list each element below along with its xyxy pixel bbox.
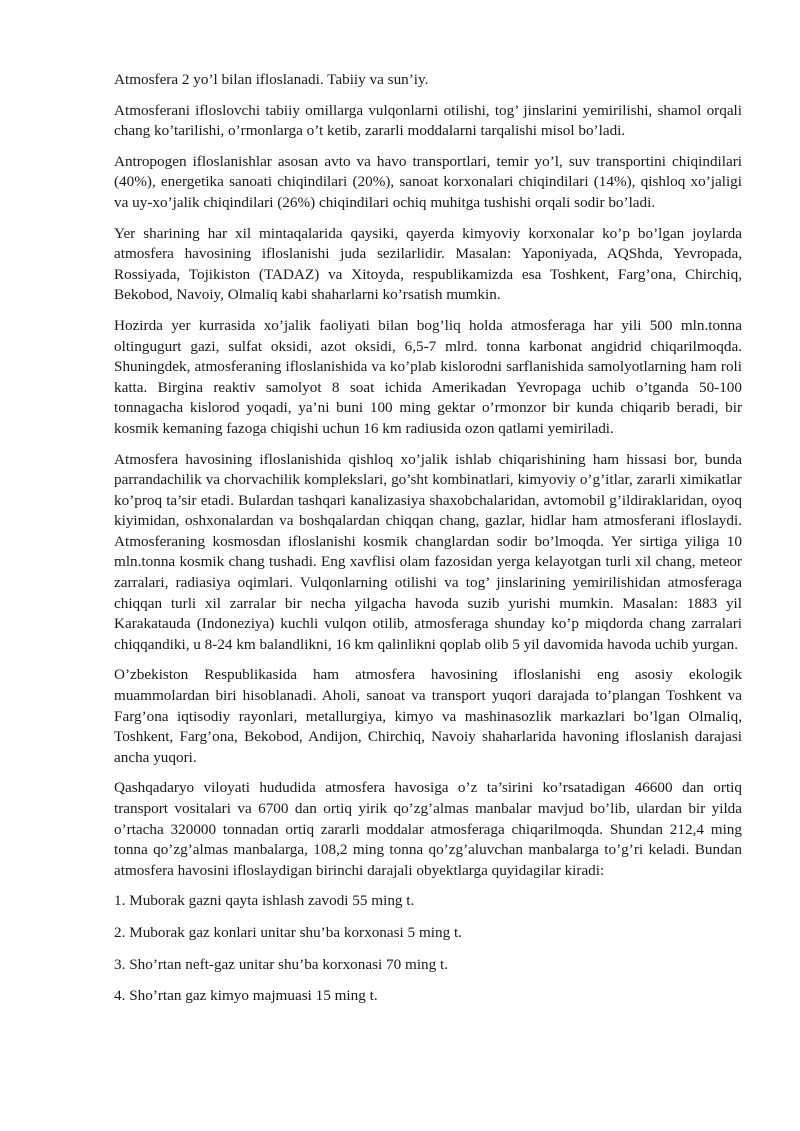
paragraph-qashqadaryo: Qashqadaryo viloyati hududida atmosfera havosiga o’z ta’sirini ko’rsatadigan 46600 dan ortiq transport vositalari va 6700 dan ortiq yirik qo’zg’almas manbalar mavjud bo’lib, ulardan bir yilda o’rtacha 320000 tonnadan ortiq zararli moddalar atmosferaga chiqarilmoqda. Shundan 212,4 ming tonna qo’zg’almas manbalarga, 108,2 ming tonna qo’zg’aluvchan manbalarga to’g’ri keladi. Bundan atmosfera havosini ifloslaydigan birinchi darajali obyektlarga quyidagilar kiradi: xyxy=(114,779,742,879)
list-item: 2. Muborak gaz konlari unitar shu’ba korxonasi 5 ming t. xyxy=(114,923,462,941)
paragraph-natural-sources: Atmosferani ifloslovchi tabiiy omillarga vulqonlarni otilishi, tog’ jinslarini yemirilishi, shamol orqali chang ko’tarilishi, o’rmonlarga o’t ketib, zararli moddalarni tarqalishi misol bo’ladi. xyxy=(114,101,742,140)
list-item: 4. Sho’rtan gaz kimyo majmuasi 15 ming t. xyxy=(114,987,378,1005)
paragraph-anthropogen: Antropogen ifloslanishlar asosan avto va havo transportlari, temir yo’l, suv transportini chiqindilari (40%), energetika sanoati chiqindilari (20%), sanoat korxonalari chiqindilari (14%), qishloq xo’jaligi va uy-xo’jalik chiqindilari (26%) chiqindilari ochiq muhitga tushishi orqali sodir bo’ladi. xyxy=(114,152,742,211)
paragraph-global-emissions: Hozirda yer kurrasida xo’jalik faoliyati bilan bog’liq holda atmosferaga har yili 500 mln.tonna oltingugurt gazi, sulfat oksidi, azot oksidi, 6,5-7 mlrd. tonna karbonat angidrid chiqarilmoqda. Shuningdek, atmosferaning ifloslanishida va ko’plab kislorodni sarflanishida samolyotlarning ham roli katta. Birgina reaktiv samolyot 8 soat ichida Amerikadan Yevropaga uchib o’tganda 50-100 tonnagacha kislorod yoqadi, ya’ni buni 100 ming gektar o’rmonzor bir kunda chiqarib beradi, bir kosmik kemaning fazoga chiqishi uchun 16 km radiusida ozon qatlami yemiriladi. xyxy=(114,316,742,437)
paragraph-regions: Yer sharining har xil mintaqalarida qaysiki, qayerda kimyoviy korxonalar ko’p bo’lgan joylarda atmosfera havosining ifloslanishi juda sezilarlidir. Masalan: Yaponiyada, AQShda, Yevropada, Rossiyada, Tojikiston (TADAZ) va Xitoyda, respublikamizda esa Toshkent, Farg’ona, Chirchiq, Bekobod, Navoiy, Olmaliq kabi shaharlarni ko’rsatish mumkin. xyxy=(114,224,742,304)
paragraph-agriculture: Atmosfera havosining ifloslanishida qishloq xo’jalik ishlab chiqarishining ham hissasi bor, bunda parrandachilik va chorvachilik komplekslari, go’sht kombinatlari, kimyoviy o’g’itlar, zararli ximikatlar ko’proq ta’sir etadi. Bulardan tashqari kanalizasiya shaxobchalaridan, avtomobil g’ildiraklaridan, oyoq kiyimidan, oshxonalardan va boshqalardan chiqqan chang, gazlar, hidlar ham atmosferani ifloslaydi. Atmosferaning kosmosdan ifloslanishi kosmik changlardan sodir bo’lmoqda. Yer sirtiga yiliga 10 mln.tonna kosmik chang tushadi. Eng xavflisi olam fazosidan yerga kelayotgan turli xil chang, meteor zarralari, radiasiya oqimlari. Vulqonlarning otilishi va tog’ jinslarining yemirilishidan atmosferaga chiqqan turli xil zarralar bir necha yilgacha havoda suzib yurishi mumkin. Masalan: 1883 yil Karakatauda (Indoneziya) kuchli vulqon otilib, atmosferaga shunday ko’p miqdorda chang zarralari chiqqandiki, u 8-24 km balandlikni, 16 km qalinlikni qoplab olib 5 yil davomida havoda uchib yurgan. xyxy=(114,450,742,653)
list-item: 3. Sho’rtan neft-gaz unitar shu’ba korxonasi 70 ming t. xyxy=(114,955,449,973)
list-item: 1. Muborak gazni qayta ishlash zavodi 55 ming t. xyxy=(114,892,415,910)
paragraph-uzbekistan: O’zbekiston Respublikasida ham atmosfera havosining ifloslanishi eng asosiy ekologik muammolardan biri hisoblanadi. Aholi, sanoat va transport yuqori darajada to’plangan Toshkent va Farg’ona iqtisodiy rayonlari, metallurgiya, kimyo va mashinasozlik markazlari bo’lgan Olmaliq, Toshkent, Farg’ona, Bekobod, Andijon, Chirchiq, Navoiy shaharlarida havoning ifloslanish darajasi ancha yuqori. xyxy=(114,666,742,766)
document-page xyxy=(114,70,742,1018)
paragraph-intro: Atmosfera 2 yo’l bilan ifloslanadi. Tabiiy va sun’iy. xyxy=(114,71,429,88)
